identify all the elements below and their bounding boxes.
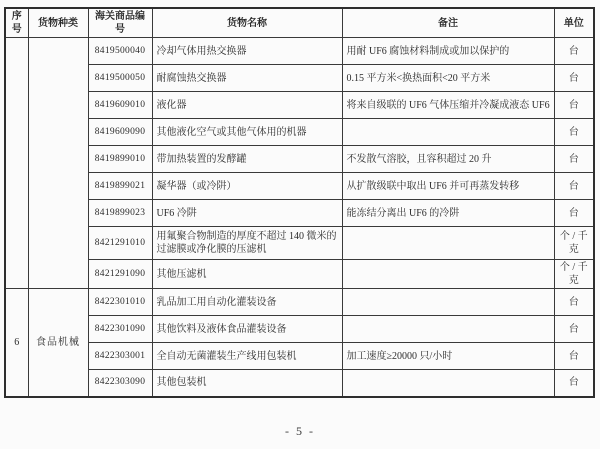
- remark-cell: 将来自级联的 UF6 气体压缩并冷凝成液态 UF6: [342, 92, 554, 119]
- remark-cell: [342, 260, 554, 289]
- header-category: 货物种类: [28, 8, 88, 38]
- hs-code-cell: 8419609090: [88, 119, 152, 146]
- remark-cell: 从扩散级联中取出 UF6 并可再蒸发转移: [342, 173, 554, 200]
- table-row: [5, 65, 594, 92]
- unit-cell: 台: [554, 289, 594, 316]
- table-row: [5, 343, 594, 370]
- goods-name-cell: UF6 冷阱: [152, 200, 342, 227]
- table-row: [5, 38, 594, 65]
- unit-cell: 台: [554, 65, 594, 92]
- group-index-cell: [5, 38, 28, 289]
- remark-cell: [342, 316, 554, 343]
- remark-cell: 用耐 UF6 腐蚀材料制成或加以保护的: [342, 38, 554, 65]
- table-row: [5, 92, 594, 119]
- table-row: [5, 227, 594, 260]
- hs-code-cell: 8421291090: [88, 260, 152, 289]
- remark-cell: [342, 119, 554, 146]
- table-row: [5, 173, 594, 200]
- table-row: [5, 119, 594, 146]
- unit-cell: 台: [554, 200, 594, 227]
- hs-code-cell: 8421291010: [88, 227, 152, 260]
- table-row: [5, 146, 594, 173]
- goods-table-wrap: [4, 7, 593, 398]
- unit-cell: 台: [554, 343, 594, 370]
- hs-code-cell: 8422301090: [88, 316, 152, 343]
- unit-cell: 台: [554, 370, 594, 397]
- remark-cell: [342, 289, 554, 316]
- header-hs-code: 海关商品编号: [88, 8, 152, 38]
- group-category-cell: [28, 38, 88, 289]
- goods-name-cell: 其他压滤机: [152, 260, 342, 289]
- table-row: [5, 260, 594, 289]
- hs-code-cell: 8419899010: [88, 146, 152, 173]
- table-row: [5, 370, 594, 397]
- remark-cell: [342, 227, 554, 260]
- unit-cell: 个 / 千克: [554, 260, 594, 289]
- hs-code-cell: 8422303001: [88, 343, 152, 370]
- goods-name-cell: 全自动无菌灌装生产线用包装机: [152, 343, 342, 370]
- remark-cell: 0.15 平方米<换热面积<20 平方米: [342, 65, 554, 92]
- goods-name-cell: 耐腐蚀热交换器: [152, 65, 342, 92]
- unit-cell: 台: [554, 316, 594, 343]
- table-row: [5, 200, 594, 227]
- header-remarks: 备注: [342, 8, 554, 38]
- unit-cell: 台: [554, 146, 594, 173]
- header-unit: 单位: [554, 8, 594, 38]
- goods-name-cell: 其他饮料及液体食品灌装设备: [152, 316, 342, 343]
- hs-code-cell: 8419609010: [88, 92, 152, 119]
- goods-name-cell: 用氟聚合物制造的厚度不超过 140 微米的过滤膜或净化膜的压滤机: [152, 227, 342, 260]
- goods-name-cell: 带加热装置的发酵罐: [152, 146, 342, 173]
- remark-cell: 不发散气溶胶，且容积超过 20 升: [342, 146, 554, 173]
- goods-name-cell: 其他包装机: [152, 370, 342, 397]
- unit-cell: 台: [554, 173, 594, 200]
- header-row: [5, 8, 594, 38]
- goods-name-cell: 凝华器（或冷阱）: [152, 173, 342, 200]
- remark-cell: [342, 370, 554, 397]
- hs-code-cell: 8422301010: [88, 289, 152, 316]
- unit-cell: 个 / 千克: [554, 227, 594, 260]
- unit-cell: 台: [554, 92, 594, 119]
- page-number: - 5 -: [285, 424, 315, 438]
- header-goods-name: 货物名称: [152, 8, 342, 38]
- hs-code-cell: 8419899021: [88, 173, 152, 200]
- goods-table: [4, 7, 595, 398]
- goods-name-cell: 液化器: [152, 92, 342, 119]
- remark-cell: 加工速度≥20000 只/小时: [342, 343, 554, 370]
- unit-cell: 台: [554, 38, 594, 65]
- goods-name-cell: 乳品加工用自动化灌装设备: [152, 289, 342, 316]
- remark-cell: 能冻结分离出 UF6 的冷阱: [342, 200, 554, 227]
- hs-code-cell: 8419899023: [88, 200, 152, 227]
- hs-code-cell: 8419500050: [88, 65, 152, 92]
- table-row: [5, 316, 594, 343]
- group-category-cell: 食品机械: [28, 289, 88, 397]
- group-index-cell: 6: [5, 289, 28, 397]
- header-index: 序号: [5, 8, 28, 38]
- hs-code-cell: 8422303090: [88, 370, 152, 397]
- table-row: [5, 289, 594, 316]
- goods-name-cell: 其他液化空气或其他气体用的机器: [152, 119, 342, 146]
- hs-code-cell: 8419500040: [88, 38, 152, 65]
- goods-name-cell: 冷却气体用热交换器: [152, 38, 342, 65]
- unit-cell: 台: [554, 119, 594, 146]
